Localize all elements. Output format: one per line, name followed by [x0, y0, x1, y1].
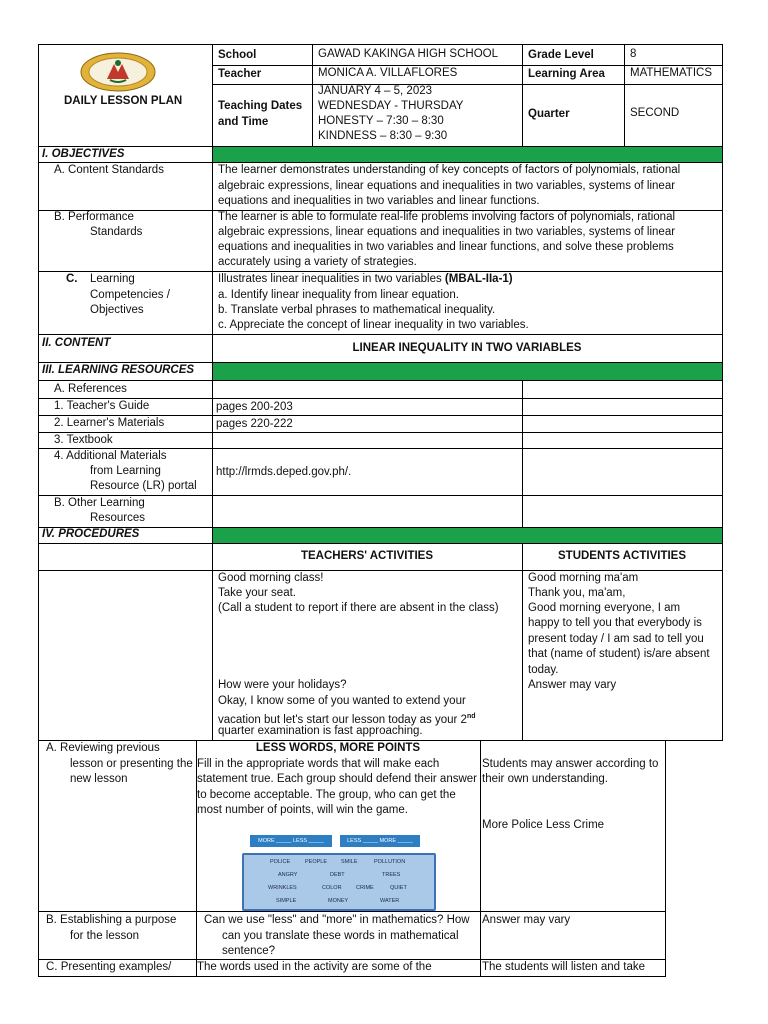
resources-bar: [212, 362, 722, 380]
teachers-guide-label: 1. Teacher's Guide: [54, 400, 150, 412]
game-word: CRIME: [356, 885, 374, 891]
other-resources-label: B. Other Learning: [54, 497, 145, 509]
grade-value: 8: [630, 48, 637, 60]
game-word: WRINKLES: [268, 885, 297, 891]
game-word: ANGRY: [278, 872, 298, 878]
game-word: DEBT: [330, 872, 345, 878]
intro-student-line: Good morning everyone, I am: [528, 602, 681, 614]
step-a-teacher-line: Fill in the appropriate words that will make each: [197, 758, 440, 770]
intro-student-line: Good morning ma'am: [528, 572, 639, 584]
step-a-teacher-line: most number of points, will win the game.: [197, 804, 408, 816]
other-resources-label: Resources: [90, 512, 145, 524]
game-word: QUIET: [390, 885, 407, 891]
dates-line: HONESTY – 7:30 – 8:30: [318, 115, 444, 127]
ordinal-suffix: nd: [466, 713, 476, 720]
step-b-label: B. Establishing a purpose: [46, 914, 177, 926]
game-pill-less-more: LESS _____ MORE _____: [340, 835, 420, 847]
step-b-teacher-line: can you translate these words in mathematical: [222, 930, 459, 942]
game-word: POLICE: [270, 859, 291, 865]
game-word: SIMPLE: [276, 898, 297, 904]
references-label: A. References: [54, 383, 127, 395]
content-heading: II. CONTENT: [42, 337, 111, 349]
competency-label: Learning: [90, 273, 135, 285]
intro-teacher-line: Okay, I know some of you wanted to extend your: [218, 695, 466, 707]
competency-item: c. Appreciate the concept of linear inequality in two variables.: [218, 319, 529, 331]
dates-label-2: and Time: [218, 116, 269, 128]
additional-materials-label: from Learning: [90, 465, 161, 477]
performance-standards-label: Standards: [90, 226, 143, 238]
students-activities-header: STUDENTS ACTIVITIES: [558, 550, 686, 562]
game-word: WATER: [380, 898, 400, 904]
teachers-activities-header: TEACHERS' ACTIVITIES: [300, 550, 433, 562]
procedures-heading: IV. PROCEDURES: [42, 528, 140, 540]
quarter-value: SECOND: [630, 107, 680, 119]
game-word: PEOPLE: [305, 859, 328, 865]
dates-label-1: Teaching Dates: [218, 100, 303, 112]
intro-student-line: Answer may vary: [528, 679, 617, 691]
performance-standards-text: algebraic expressions, linear equations and inequalities in two variables, systems of linear: [218, 226, 676, 238]
content-standards-text: algebraic expressions, linear equations and inequalities in two variables, systems of linear: [218, 180, 676, 192]
competency-label: Competencies /: [90, 289, 170, 301]
step-a-label: lesson or presenting the: [70, 758, 193, 770]
content-standards-label: A. Content Standards: [54, 164, 164, 176]
step-b-teacher-line: sentence?: [222, 945, 276, 957]
textbook-label: 3. Textbook: [54, 434, 113, 446]
game-word: SMILE: [341, 859, 358, 865]
procedures-bar: [212, 527, 722, 543]
step-c-label: C. Presenting examples/: [46, 961, 172, 973]
intro-teacher-line: (Call a student to report if there are absent in the class): [218, 602, 499, 614]
quarter-label: Quarter: [528, 108, 570, 120]
learners-materials-label: 2. Learner's Materials: [54, 417, 165, 429]
competency-item: a. Identify linear inequality from linear equation.: [218, 289, 460, 301]
teacher-value: MONICA A. VILLAFLORES: [318, 67, 458, 79]
competency-item: b. Translate verbal phrases to mathematical inequality.: [218, 304, 496, 316]
step-a-teacher-line: to become acceptable. The group, who can get the: [197, 789, 456, 801]
competency-label: Objectives: [90, 304, 144, 316]
step-c-student: The students will listen and take: [482, 961, 646, 973]
resources-heading: III. LEARNING RESOURCES: [42, 364, 195, 376]
step-b-label: for the lesson: [70, 930, 140, 942]
competency-code: (MBAL-IIa-1): [444, 273, 513, 285]
performance-standards-text: equations and inequalities in two variables and linear functions, and solve these problems: [218, 241, 674, 253]
step-a-student-line: Students may answer according to: [482, 758, 659, 770]
performance-standards-text: The learner is able to formulate real-life problems involving factors of polynomials, rational: [218, 211, 676, 223]
dates-line: JANUARY 4 – 5, 2023: [318, 85, 433, 97]
game-pill-more-less: MORE _____ LESS _____: [250, 835, 332, 847]
intro-student-line: that (name of student) is/are absent: [528, 648, 710, 660]
school-value: GAWAD KAKINGA HIGH SCHOOL: [318, 48, 498, 60]
intro-teacher-line: Good morning class!: [218, 572, 324, 584]
intro-teacher-line: quarter examination is fast approaching.: [218, 725, 423, 737]
area-label: Learning Area: [528, 68, 605, 80]
teachers-guide-value: pages 200-203: [216, 401, 293, 413]
intro-teacher-line: How were your holidays?: [218, 679, 347, 691]
step-b-student: Answer may vary: [482, 914, 571, 926]
learners-materials-value: pages 220-222: [216, 418, 293, 430]
content-title: LINEAR INEQUALITY IN TWO VARIABLES: [352, 342, 582, 354]
step-a-student-line: their own understanding.: [482, 773, 608, 785]
content-standards-text: The learner demonstrates understanding of key concepts of factors of polynomials, rational: [218, 164, 681, 176]
step-c-teacher: The words used in the activity are some of the: [197, 961, 432, 973]
dates-line: KINDNESS – 8:30 – 9:30: [318, 130, 448, 142]
dates-line: WEDNESDAY - THURSDAY: [318, 100, 464, 112]
additional-materials-label: Resource (LR) portal: [90, 480, 197, 492]
step-b-teacher-line: Can we use "less" and "more" in mathematics? How: [204, 914, 470, 926]
game-word-board: [242, 853, 436, 911]
game-word: COLOR: [322, 885, 342, 891]
plan-title: DAILY LESSON PLAN: [64, 95, 183, 107]
intro-student-line: Thank you, ma'am,: [528, 587, 626, 599]
game-word: TREES: [382, 872, 401, 878]
intro-teacher-text: vacation but let's start our lesson today as your 2: [218, 713, 467, 726]
intro-student-line: today.: [528, 664, 559, 676]
area-value: MATHEMATICS: [630, 67, 712, 79]
intro-student-line: happy to tell you that everybody is: [528, 617, 702, 629]
game-word: POLLUTION: [374, 859, 406, 865]
additional-materials-label: 4. Additional Materials: [54, 450, 167, 462]
school-label: School: [218, 49, 257, 61]
game-word: MONEY: [328, 898, 349, 904]
competency-letter: C.: [66, 273, 78, 285]
objectives-heading: I. OBJECTIVES: [42, 148, 125, 160]
school-seal-logo: [80, 52, 156, 92]
competency-intro: [218, 272, 513, 288]
game-title: LESS WORDS, MORE POINTS: [255, 742, 421, 754]
objectives-bar: [212, 146, 722, 162]
step-a-student-answer: More Police Less Crime: [482, 819, 605, 831]
grade-label: Grade Level: [528, 49, 594, 61]
competency-intro-text: Illustrates linear inequalities in two variables: [218, 273, 445, 285]
performance-standards-text: accurately using a variety of strategies.: [218, 256, 417, 268]
step-a-teacher-line: statement true. Each group should defend their answer: [197, 773, 478, 785]
step-a-label: A. Reviewing previous: [46, 742, 160, 754]
step-a-label: new lesson: [70, 773, 128, 785]
content-standards-text: equations and inequalities in two variables and linear functions.: [218, 195, 540, 207]
teacher-label: Teacher: [218, 68, 262, 80]
intro-teacher-line: Take your seat.: [218, 587, 296, 599]
intro-student-line: present today / I am sad to tell you: [528, 633, 704, 645]
performance-standards-label: B. Performance: [54, 211, 134, 223]
lr-portal-link[interactable]: http://lrmds.deped.gov.ph/.: [216, 466, 352, 478]
